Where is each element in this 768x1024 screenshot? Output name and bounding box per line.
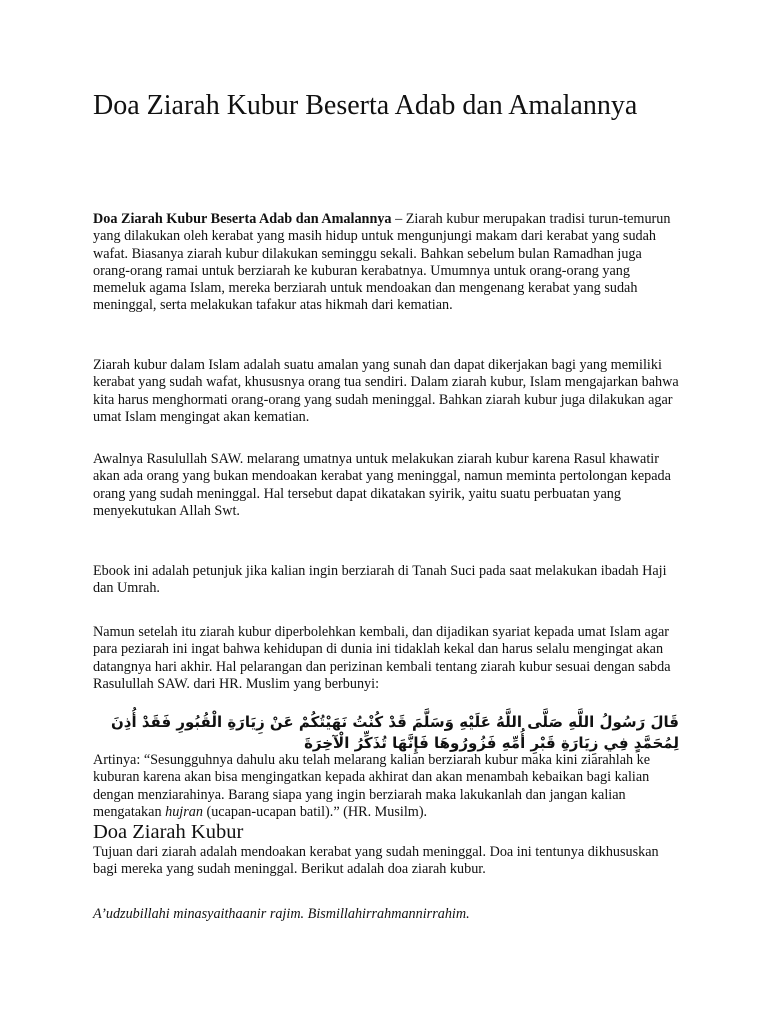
translation-text-end: (ucapan-ucapan batil).” (HR. Musilm). [202, 803, 428, 820]
intro-paragraph [93, 211, 679, 315]
intro-bold-lead: Doa Ziarah Kubur Beserta Adab dan Amalannya [93, 211, 392, 227]
translation-italic-term: hujran [165, 803, 203, 820]
page-title: Doa Ziarah Kubur Beserta Adab dan Amalannya [93, 90, 638, 121]
opening-prayer-line: A’udzubillahi minasyaithaanir rajim. Bismillahirrahmannirrahim. [93, 906, 470, 922]
paragraph-ziarah-dalam-islam: Ziarah kubur dalam Islam adalah suatu amalan yang sunah dan dapat dikerjakan bagi yang memiliki kerabat yang sudah wafat, khususnya orang tua sendiri. Dalam ziarah kubur, Islam mengajarkan bahwa kita harus menghormati orang-orang yang sudah meninggal. Bahkan ziarah kubur juga dilakukan agar umat Islam mengingat akan kematian. [93, 357, 679, 425]
paragraph-ebook: Ebook ini adalah petunjuk jika kalian ingin berziarah di Tanah Suci pada saat melakukan ibadah Haji dan Umrah. [93, 563, 667, 597]
hadith-arabic-text: قَالَ رَسُولُ اللَّهِ صَلَّى اللَّهُ عَلَيْهِ وَسَلَّمَ قَدْ كُنْتُ نَهَيْتُكُمْ عَنْ زِيَارَةِ الْقُبُورِ فَقَدْ أُذِنَ لِمُحَمَّدٍ فِي زِيَارَةِ قَبْرِ أُمِّهِ فَزُورُوهَا فَإِنَّهَا تُذَكِّرُ الْآخِرَةَ [111, 713, 679, 752]
paragraph-awalnya-rasulullah: Awalnya Rasulullah SAW. melarang umatnya untuk melakukan ziarah kubur karena Rasul khawatir akan ada orang yang bukan mendoakan kerabat yang meninggal, namun meminta pertolongan kepada orang yang sudah meninggal. Hal tersebut dapat dikatakan syirik, yaitu suatu perbuatan yang menyekutukan Allah Swt. [93, 451, 671, 519]
section-heading-doa-ziarah: Doa Ziarah Kubur [93, 821, 244, 843]
paragraph-namun-setelah: Namun setelah itu ziarah kubur diperbolehkan kembali, dan dijadikan syariat kepada umat Islam agar para peziarah ini ingat bahwa kehidupan di dunia ini tidaklah kekal dan harus selalu mengingat akan datangnya hari akhir. Hal pelarangan dan perizinan kembali tentang ziarah kubur sesuai dengan sabda Rasulullah SAW. dari HR. Muslim yang berbunyi: [93, 624, 671, 692]
intro-text: – Ziarah kubur merupakan tradisi turun-temurun yang dilakukan oleh kerabat yang masih hidup untuk mengunjungi makam dari kerabat yang sudah wafat. Biasanya ziarah kubur dilakukan seminggu sekali. Bahkan sebelum bulan Ramadhan juga orang-orang ramai untuk berziarah ke kuburan kerabatnya. Umumnya untuk orang-orang yang memeluk agama Islam, mereka berziarah untuk mendoakan dan mengenang kerabat yang sudah meninggal, serta melakukan tafakur atas hikmah dari kematian. [93, 211, 671, 314]
translation-text: Artinya: “Sesungguhnya dahulu aku telah melarang kalian berziarah kubur maka kini ziarahlah ke kuburan karena akan bisa mengingatkan kepada akhirat dan akan menambah kebaikan bagi kalian dengan menziarahinya. Barang siapa yang ingin berziarah maka lakukanlah dan jangan kalian mengatakan [93, 752, 651, 820]
paragraph-tujuan-ziarah: Tujuan dari ziarah adalah mendoakan kerabat yang sudah meninggal. Doa ini tentunya dikhususkan bagi mereka yang sudah meninggal. Berikut adalah doa ziarah kubur. [93, 844, 659, 878]
translation-paragraph [93, 752, 679, 821]
